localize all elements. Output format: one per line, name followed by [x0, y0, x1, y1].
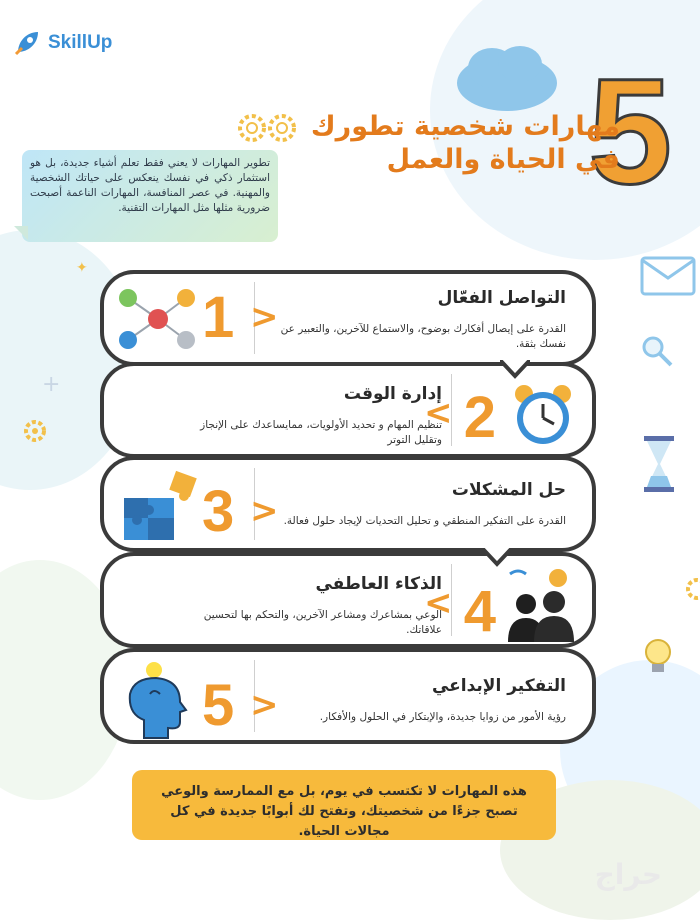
- page-title: [260, 110, 620, 176]
- rocket-icon: [12, 28, 42, 58]
- page-title-line2: في الحياة والعمل: [386, 144, 620, 175]
- skill-description-1: القدرة على إيصال أفكارك بوضوح، والاستماع للآخرين، والتعبير عن نفسك بثقة.: [280, 323, 566, 350]
- skill-description-3: القدرة على التفكير المنطقي و تحليل التحديات لإيجاد حلول فعالة.: [283, 515, 566, 527]
- skill-title-3: حل المشكلات: [451, 480, 566, 500]
- skill-title-2: إدارة الوقت: [343, 384, 442, 404]
- skill-card-1: [100, 270, 596, 366]
- lightbulb-icon: [640, 636, 676, 676]
- chevron-icon-1: >: [250, 297, 279, 337]
- brand-name: SkillUp: [48, 32, 113, 53]
- header-number: 5: [588, 47, 672, 215]
- intro-bubble-tail: [14, 226, 28, 240]
- skill-description-2: تنظيم المهام و تحديد الأولويات، ممايساعدك على الإنجاز وتقليل التوتر: [200, 419, 442, 446]
- magnifier-icon: [640, 334, 674, 368]
- card-tail-3: [482, 548, 512, 568]
- chevron-icon-3: >: [250, 491, 279, 531]
- skill-number-2: 2: [463, 385, 496, 450]
- plus-decoration: +: [42, 372, 61, 397]
- chevron-icon-2: >: [423, 393, 452, 433]
- watermark: حراج: [594, 858, 662, 891]
- gear-icon: [22, 418, 48, 444]
- skill-card-5: [100, 648, 596, 744]
- skill-number-3: 3: [202, 479, 235, 544]
- skill-title-4: الذكاء العاطفي: [315, 574, 442, 594]
- skill-number-1: 1: [202, 285, 235, 350]
- skill-description-4: الوعي بمشاعرك ومشاعر الآخرين، والتحكم بها لتحسين علاقاتك.: [203, 609, 442, 636]
- skill-card-3: [100, 456, 596, 552]
- page-title-line1: مهارات شخصية تطورك: [310, 111, 620, 142]
- creative-head-bulb-icon: [124, 658, 196, 740]
- skill-title-5: التفكير الإبداعي: [431, 676, 566, 696]
- skill-description-5: رؤية الأمور من زوايا جديدة، والإبتكار في الحلول والأفكار.: [319, 711, 566, 723]
- envelope-icon: [640, 256, 696, 296]
- chevron-icon-5: >: [250, 685, 279, 725]
- skill-card-4: [100, 552, 596, 648]
- gear-icon-right: [684, 576, 700, 602]
- cloud-icon: [452, 38, 562, 118]
- hourglass-icon: [642, 436, 676, 492]
- star-decoration: ✦: [76, 260, 88, 276]
- card-tail-1: [500, 360, 530, 380]
- puzzle-icon: [118, 470, 202, 544]
- skill-number-4: 4: [463, 579, 496, 644]
- brand-logo: [12, 28, 112, 58]
- intro-box: تطوير المهارات لا يعني فقط تعلم أشياء جديدة، بل هو استثمار ذكي في نفسك ينعكس على حياتك الشخصية والمهنية. في عصر المنافسة، المهارات الناعمة أصبحت ضرورية مثلها مثل المهارات التقنية.: [22, 150, 278, 242]
- chevron-icon-4: >: [423, 583, 452, 623]
- network-people-icon: [116, 288, 198, 350]
- two-people-talking-icon: [504, 568, 578, 644]
- skill-title-1: التواصل الفعّال: [437, 288, 566, 308]
- skill-number-5: 5: [202, 673, 235, 738]
- footer-note: هذه المهارات لا تكتسب في يوم، بل مع الممارسة والوعي تصبح جزءًا من شخصيتك، وتفتح لك أبوابًا جديدة في كل مجالات الحياة.: [132, 770, 556, 840]
- alarm-clock-icon: [510, 384, 576, 448]
